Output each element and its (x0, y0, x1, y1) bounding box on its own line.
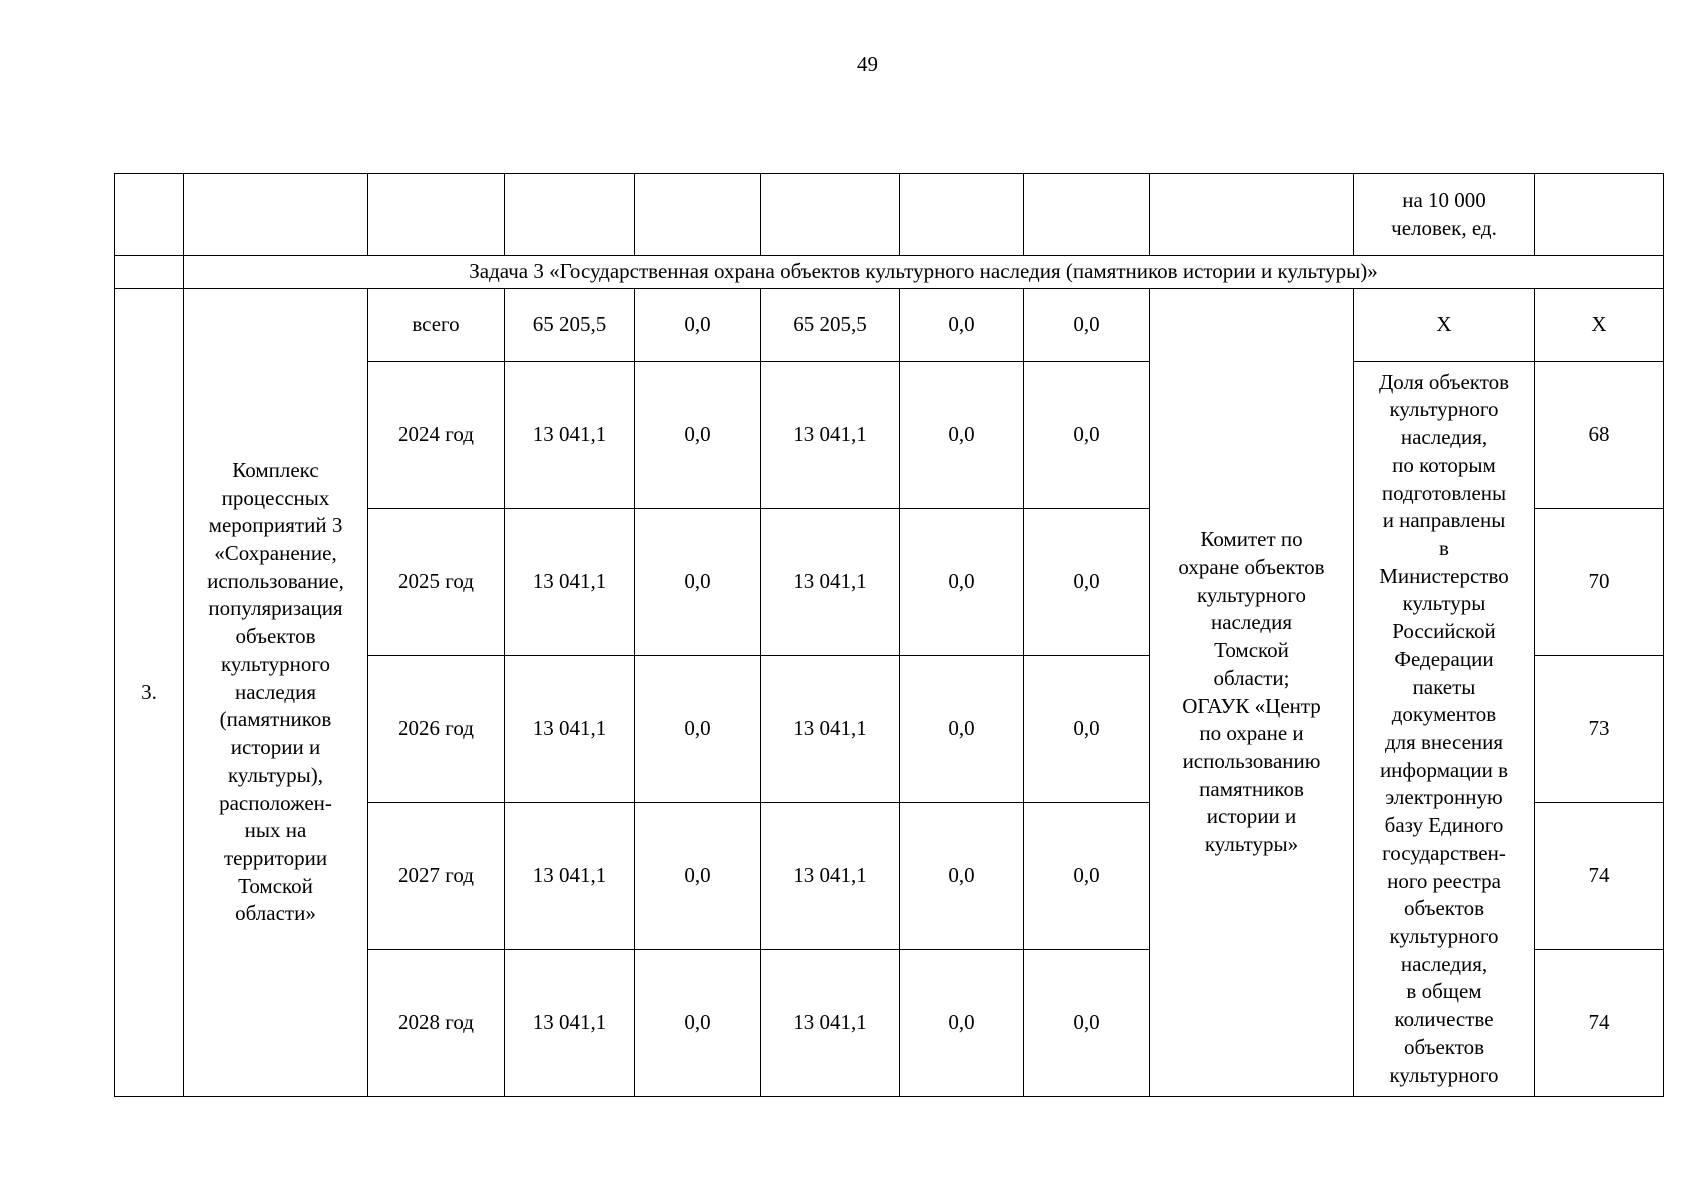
cell-empty (115, 174, 184, 256)
other-cell: 0,0 (1024, 362, 1150, 509)
indicator-value: 74 (1535, 950, 1664, 1097)
local-cell: 0,0 (900, 950, 1024, 1097)
cell-empty (184, 174, 368, 256)
regional-cell: 13 041,1 (761, 656, 900, 803)
other-cell: 0,0 (1024, 656, 1150, 803)
task-row (115, 256, 1664, 289)
indicator-value: 68 (1535, 362, 1664, 509)
item-name: Комплекс процессных мероприятий 3 «Сохранение, использование, популяризация объектов культурного наследия (памятников истории и культуры), расположен- ных на территории Томской области» (184, 289, 368, 1097)
item-number: 3. (115, 289, 184, 1097)
local-cell: 0,0 (900, 803, 1024, 950)
federal-cell: 0,0 (635, 509, 761, 656)
regional-cell: 13 041,1 (761, 509, 900, 656)
other-cell: 0,0 (1024, 950, 1150, 1097)
period-cell: всего (368, 289, 505, 362)
cell-empty (368, 174, 505, 256)
cell-empty (1535, 174, 1664, 256)
cell-empty (1150, 174, 1354, 256)
regional-cell: 13 041,1 (761, 950, 900, 1097)
other-cell: 0,0 (1024, 289, 1150, 362)
period-cell: 2026 год (368, 656, 505, 803)
indicator-total: Х (1354, 289, 1535, 362)
indicator-name: Доля объектов культурного наследия, по которым подготовлены и направлены в Министерство культуры Российской Федерации пакеты документов для внесения информации в электронную базу Единого государствен- ного реестра объектов культурного наследия, в общем количестве объектов культурного (1354, 362, 1535, 1097)
program-table (114, 173, 1664, 1097)
total-cell: 13 041,1 (505, 656, 635, 803)
regional-cell: 65 205,5 (761, 289, 900, 362)
total-cell: 13 041,1 (505, 509, 635, 656)
federal-cell: 0,0 (635, 950, 761, 1097)
other-cell: 0,0 (1024, 803, 1150, 950)
cell-empty (761, 174, 900, 256)
period-cell: 2025 год (368, 509, 505, 656)
page-number: 49 (857, 52, 878, 76)
federal-cell: 0,0 (635, 803, 761, 950)
continuation-row (115, 174, 1664, 256)
local-cell: 0,0 (900, 656, 1024, 803)
federal-cell: 0,0 (635, 362, 761, 509)
total-cell: 13 041,1 (505, 803, 635, 950)
period-cell: 2024 год (368, 362, 505, 509)
table-row (115, 289, 1664, 362)
cell-empty (115, 256, 184, 289)
indicator-value-total: Х (1535, 289, 1664, 362)
regional-cell: 13 041,1 (761, 362, 900, 509)
local-cell: 0,0 (900, 289, 1024, 362)
local-cell: 0,0 (900, 362, 1024, 509)
period-cell: 2027 год (368, 803, 505, 950)
indicator-value: 70 (1535, 509, 1664, 656)
indicator-value: 74 (1535, 803, 1664, 950)
federal-cell: 0,0 (635, 289, 761, 362)
regional-cell: 13 041,1 (761, 803, 900, 950)
period-cell: 2028 год (368, 950, 505, 1097)
indicator-value: 73 (1535, 656, 1664, 803)
total-cell: 13 041,1 (505, 950, 635, 1097)
cell-empty (1024, 174, 1150, 256)
total-cell: 13 041,1 (505, 362, 635, 509)
prev-indicator-tail: на 10 000 человек, ед. (1354, 174, 1535, 256)
cell-empty (505, 174, 635, 256)
task-title: Задача 3 «Государственная охрана объектов культурного наследия (памятников истории и культуры)» (184, 256, 1664, 289)
local-cell: 0,0 (900, 509, 1024, 656)
total-cell: 65 205,5 (505, 289, 635, 362)
cell-empty (635, 174, 761, 256)
cell-empty (900, 174, 1024, 256)
federal-cell: 0,0 (635, 656, 761, 803)
responsible-executor: Комитет по охране объектов культурного наследия Томской области; ОГАУК «Центр по охране и использованию памятников истории и культуры» (1150, 289, 1354, 1097)
other-cell: 0,0 (1024, 509, 1150, 656)
